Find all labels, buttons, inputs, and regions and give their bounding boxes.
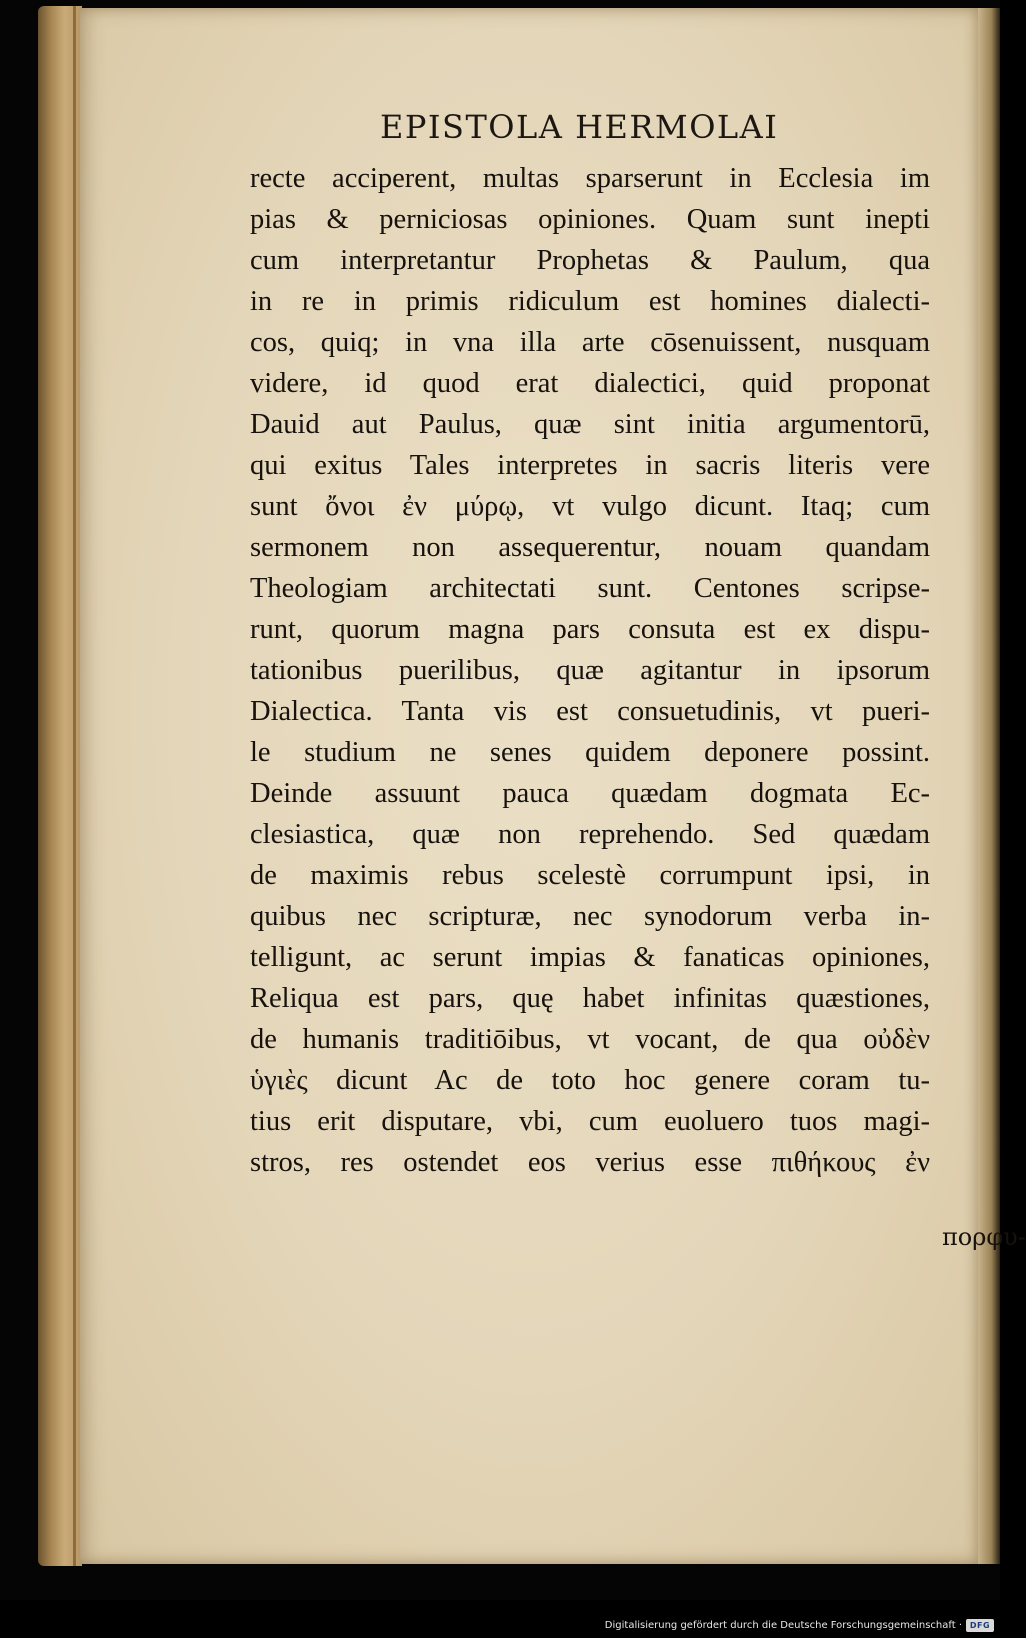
- text-line: de maximis rebus scelestè corrumpunt ipsi, in: [250, 860, 930, 891]
- text-line: de humanis traditiōibus, vt vocant, de qua οὐδὲν: [250, 1024, 930, 1055]
- text-line: runt, quorum magna pars consuta est ex dispu-: [250, 614, 930, 645]
- text-line: ὑγιὲς dicunt Ac de toto hoc genere coram tu-: [250, 1065, 930, 1096]
- text-line: videre, id quod erat dialectici, quid proponat: [250, 368, 930, 399]
- catchword: πορφυ-: [942, 1223, 1026, 1251]
- text-line: le studium ne senes quidem deponere possint.: [250, 737, 930, 768]
- text-line: tius erit disputare, vbi, cum euoluero tuos magi-: [250, 1106, 930, 1137]
- digitization-credit: Digitalisierung gefördert durch die Deutsche Forschungsgemeinschaft ·: [604, 1620, 962, 1631]
- text-line: qui exitus Tales interpretes in sacris literis vere: [250, 450, 930, 481]
- text-line: Dauid aut Paulus, quæ sint initia argumentorū,: [250, 409, 930, 440]
- text-line: cos, quiq; in vna illa arte cōsenuissent, nusquam: [250, 327, 930, 358]
- text-line: clesiastica, quæ non reprehendo. Sed quædam: [250, 819, 930, 850]
- text-line: stros, res ostendet eos verius esse πιθήκους ἐν: [250, 1147, 930, 1178]
- text-line: telligunt, ac serunt impias & fanaticas opiniones,: [250, 942, 930, 973]
- text-line: quibus nec scripturæ, nec synodorum verba in-: [250, 901, 930, 932]
- body-text: [250, 158, 930, 1183]
- page-content: [250, 108, 930, 1183]
- text-line: Deinde assuunt pauca quædam dogmata Ec-: [250, 778, 930, 809]
- footer-bar: [0, 1600, 1000, 1638]
- page-edges-right: [978, 8, 1000, 1564]
- text-line: sunt ὄνοι ἐν μύρῳ, vt vulgo dicunt. Itaq; cum: [250, 491, 930, 522]
- text-line: recte acciperent, multas sparserunt in Ecclesia im: [250, 163, 930, 194]
- text-line: in re in primis ridiculum est homines dialecti-: [250, 286, 930, 317]
- running-head: EPISTOLA HERMOLAI: [380, 108, 779, 146]
- dfg-logo: DFG: [966, 1619, 994, 1632]
- text-line: Theologiam architectati sunt. Centones scripse-: [250, 573, 930, 604]
- book-page: [80, 8, 1026, 1564]
- text-line: cum interpretantur Prophetas & Paulum, qua: [250, 245, 930, 276]
- text-line: Reliqua est pars, quę habet infinitas quæstiones,: [250, 983, 930, 1014]
- book-binding-edge: [38, 6, 82, 1566]
- text-line: Dialectica. Tanta vis est consuetudinis, vt pueri-: [250, 696, 930, 727]
- text-line: tationibus puerilibus, quæ agitantur in ipsorum: [250, 655, 930, 686]
- text-line: pias & perniciosas opiniones. Quam sunt inepti: [250, 204, 930, 235]
- text-line: sermonem non assequerentur, nouam quandam: [250, 532, 930, 563]
